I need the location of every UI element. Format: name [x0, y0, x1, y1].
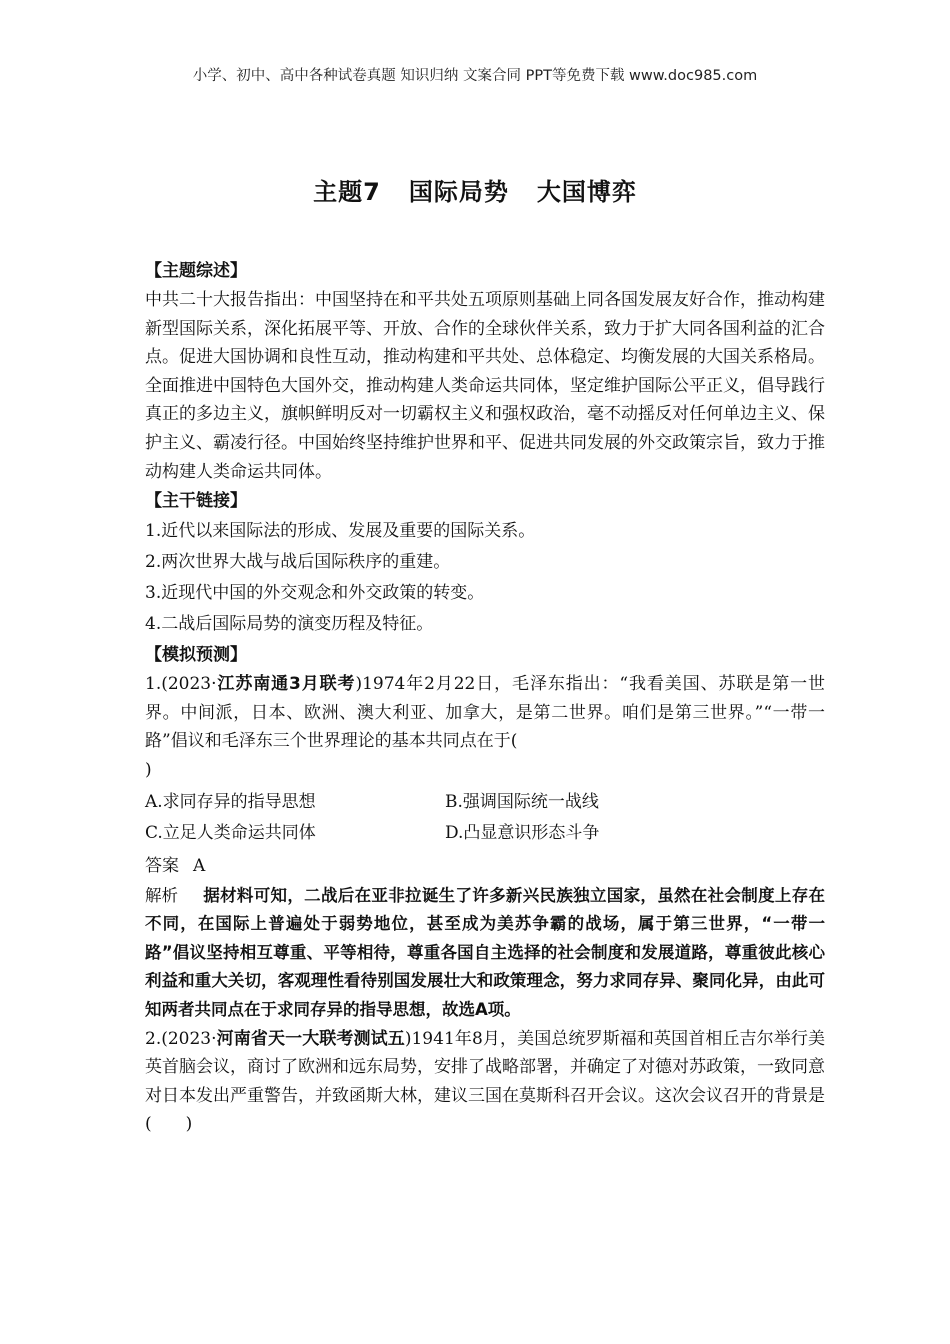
question-1-prefix: 1.(2023· — [145, 674, 217, 695]
question-1-answer — [145, 851, 825, 882]
link-item: 1.近代以来国际法的形成、发展及重要的国际关系。 — [145, 521, 536, 542]
links-heading: 【主干链接】 — [145, 491, 247, 512]
question-1-options — [145, 787, 825, 849]
question-1 — [145, 670, 825, 784]
link-item: 4.二战后国际局势的演变历程及特征。 — [145, 614, 434, 635]
question-1-stem: )1974年2月22日，毛泽东指出：“我看美国、苏联是第一世界。中间派，日本、欧洲、澳大利亚、加拿大，是第二世界。咱们是第三世界。”“一带一路”倡议和毛泽东三个世界理论的基本共同点在于( — [145, 674, 825, 752]
question-2 — [145, 1025, 825, 1139]
title-subtitle: 大国博弈 — [536, 178, 637, 206]
predict-heading: 【模拟预测】 — [145, 645, 247, 666]
question-1-source: 江苏南通3月联考 — [216, 674, 356, 695]
page-title — [0, 172, 950, 207]
question-2-stem-end: ) — [151, 1114, 193, 1135]
question-2-stem: )1941年8月，美国总统罗斯福和英国首相丘吉尔举行美英首脑会议，商讨了欧洲和远东局势，安排了战略部署，并确定了对德对苏政策，一致同意对日本发出严重警告，并致函斯大林，建议三国在莫斯科召开会议。这次会议召开的背景是( — [145, 1028, 825, 1135]
document-body — [145, 256, 825, 1139]
question-1-stem-end: ) — [145, 759, 152, 780]
link-item: 3.近现代中国的外交观念和外交政策的转变。 — [145, 583, 485, 604]
link-item: 2.两次世界大战与战后国际秩序的重建。 — [145, 552, 451, 573]
title-topic-name: 国际局势 — [408, 178, 509, 206]
option-a: A.求同存异的指导思想 — [145, 791, 316, 812]
answer-label: 答案 — [145, 855, 179, 876]
summary-paragraph: 中共二十大报告指出：中国坚持在和平共处五项原则基础上同各国发展友好合作，推动构建新型国际关系，深化拓展平等、开放、合作的全球伙伴关系，致力于扩大同各国利益的汇合点。促进大国协调和良性互动，推动构建和平共处、总体稳定、均衡发展的大国关系格局。全面推进中国特色大国外交，推动构建人类命运共同体，坚定维护国际公平正义，倡导践行真正的多边主义，旗帜鲜明反对一切霸权主义和强权政治，毫不动摇反对任何单边主义、保护主义、霸凌行径。中国始终坚持维护世界和平、促进共同发展的外交政策宗旨，致力于推动构建人类命运共同体。 — [145, 290, 825, 482]
header-watermark: 小学、初中、高中各种试卷真题 知识归纳 文案合同 PPT等免费下载 www.doc985.com — [192, 68, 758, 84]
answer-value: A — [193, 855, 206, 876]
question-1-analysis — [145, 882, 825, 1025]
option-c: C.立足人类命运共同体 — [145, 822, 316, 843]
analysis-label: 解析 — [145, 885, 178, 905]
title-topic-number: 主题7 — [313, 178, 381, 206]
summary-heading: 【主题综述】 — [145, 261, 247, 281]
analysis-text: 据材料可知，二战后在亚非拉诞生了许多新兴民族独立国家，虽然在社会制度上存在不同，在国际上普遍处于弱势地位，甚至成为美苏争霸的战场，属于第三世界，“一带一路”倡议坚持相互尊重、平等相待，尊重各国自主选择的社会制度和发展道路，尊重彼此核心利益和重大关切，客观理性看待别国发展壮大和政策理念，努力求同存异、聚同化异，由此可知两者共同点在于求同存异的指导思想，故选A项。 — [145, 885, 825, 1019]
option-d: D.凸显意识形态斗争 — [445, 822, 600, 843]
question-2-source: 河南省天一大联考测试五 — [216, 1028, 405, 1049]
option-b: B.强调国际统一战线 — [445, 791, 599, 812]
question-2-prefix: 2.(2023· — [145, 1028, 217, 1049]
